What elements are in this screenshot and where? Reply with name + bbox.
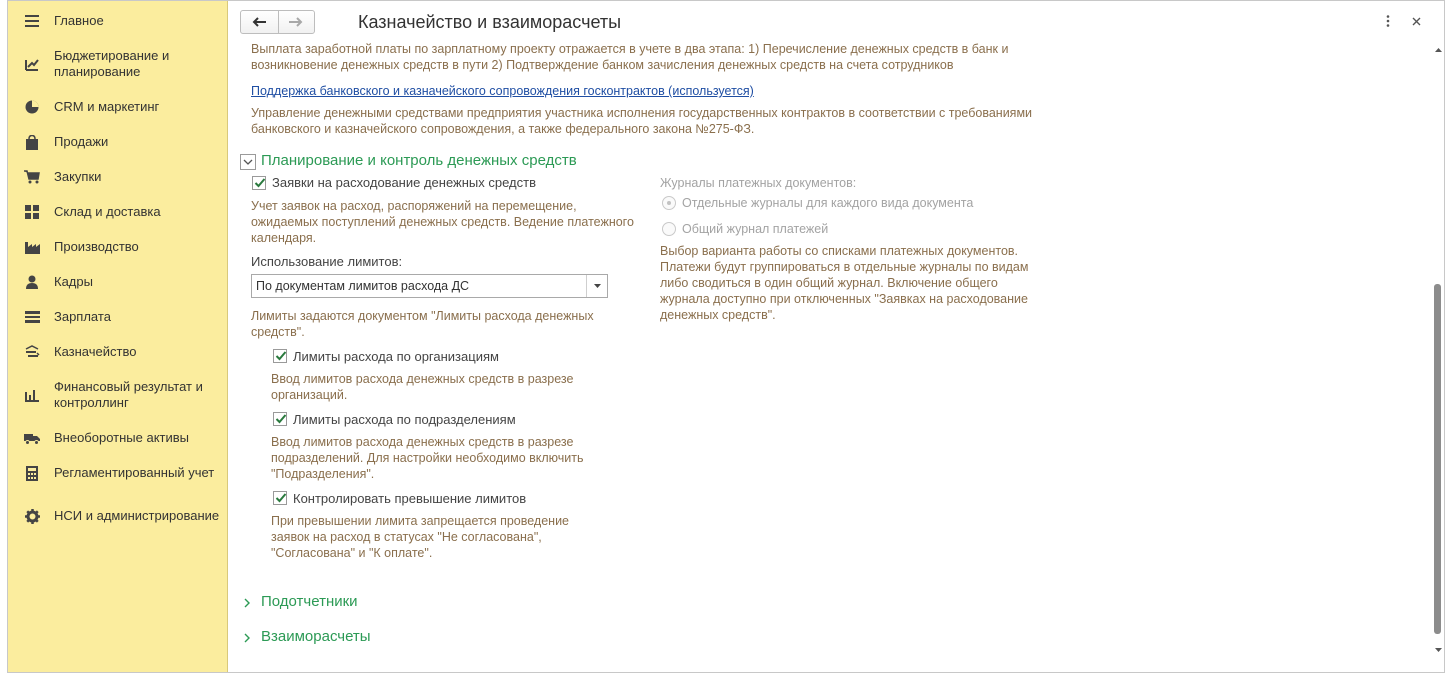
sidebar-item-regulated-accounting[interactable] [8,464,228,482]
header [229,1,1444,41]
gos-contracts-link[interactable]: Поддержка банковского и казначейского сопровождения госконтрактов (используется) [251,84,754,98]
section-settlements-toggle[interactable] [243,632,253,644]
window-frame [7,0,1445,673]
limits-description: Лимиты задаются документом "Лимиты расхода денежных [251,309,594,323]
arrow-left-icon [252,17,266,27]
sidebar-item-budgeting[interactable] [8,47,228,81]
sidebar-item-label: Закупки [54,169,102,184]
sidebar-item-purchases[interactable] [8,168,228,186]
requests-description: ожидаемых поступлений денежных средств. Ведение платежного [251,215,634,229]
limits-usage-label: Использование лимитов: [251,254,403,269]
journal-option-separate-label[interactable]: Отдельные журналы для каждого вида документа [682,196,974,210]
sidebar-item-label: Казначейство [54,344,137,359]
arrow-right-icon [289,17,303,27]
treasury-icon [24,344,40,360]
checkmark-icon [274,412,288,426]
sidebar-item-label: НСИ и администрирование [54,508,220,523]
settings-content [229,41,1429,672]
dep-limits-checkbox[interactable] [273,412,287,426]
more-button[interactable] [1381,13,1395,29]
section-settlements-title[interactable]: Взаиморасчеты [261,628,371,645]
sidebar-item-label: Склад и доставка [54,204,161,219]
pie-chart-icon [24,99,40,115]
journals-description: Выбор варианта работы со списками платежных документов. [660,244,1019,258]
sidebar-item-label: Регламентированный учет [54,465,215,480]
sidebar-item-payroll[interactable] [8,308,228,326]
sidebar-item-fixed-assets[interactable] [8,429,228,447]
gear-icon [24,508,40,524]
org-limits-description: организаций. [271,388,348,402]
sidebar-item-hr[interactable] [8,273,228,291]
back-button[interactable] [241,11,278,33]
gos-contracts-description: банковского и казначейского сопровождения, а также федерального закона №275-ФЗ. [251,122,755,136]
control-limits-description: заявок на расход в статусах "Не согласована", [271,530,542,544]
scroll-thumb[interactable] [1434,284,1441,634]
sidebar-item-label: Бюджетирование и планирование [54,48,170,79]
cart-icon [24,169,40,185]
journals-label: Журналы платежных документов: [660,176,857,190]
sidebar-item-warehouse[interactable] [8,203,228,221]
bar-chart-icon [24,387,40,403]
org-limits-description: Ввод лимитов расхода денежных средств в разрезе [271,372,574,386]
sidebar-item-label: Производство [54,239,139,254]
sidebar-item-financial-result[interactable] [8,378,228,412]
journal-option-common-radio[interactable] [662,222,676,236]
limits-description: средств". [251,325,305,339]
dep-limits-label[interactable]: Лимиты расхода по подразделениям [293,412,516,427]
sidebar-item-label: Продажи [54,134,109,149]
control-limits-description: При превышении лимита запрещается проведение [271,514,570,528]
scroll-up-icon[interactable] [1433,45,1443,55]
org-limits-label[interactable]: Лимиты расхода по организациям [293,349,499,364]
page-title: Казначейство и взаиморасчеты [358,12,622,32]
sidebar-item-production[interactable] [8,238,228,256]
checkmark-icon [274,349,288,363]
requests-checkbox[interactable] [252,176,266,190]
sidebar [8,1,228,672]
journals-description: Платежи будут группироваться в отдельные журналы по видам [660,260,1029,274]
sidebar-item-label: Главное [54,13,104,28]
control-limits-label[interactable]: Контролировать превышение лимитов [293,491,527,506]
requests-description: Учет заявок на расход, распоряжений на перемещение, [251,199,577,213]
forward-button[interactable] [278,11,315,33]
scroll-down-icon[interactable] [1433,645,1443,655]
salary-project-description: Выплата заработной платы по зарплатному проекту отражается в учете в два этапа: 1) Перечисление денежных средств в банк и [251,42,1009,56]
payroll-icon [24,309,40,325]
dep-limits-description: Ввод лимитов расхода денежных средств в разрезе [271,435,574,449]
warehouse-icon [24,204,40,220]
limits-usage-value: По документам лимитов расхода ДС [256,279,470,293]
journal-option-separate-radio[interactable] [662,196,676,210]
sidebar-item-admin[interactable] [8,499,228,533]
journals-description: журнала доступно при отключенных "Заявках на расходование [660,292,1028,306]
scrollbar[interactable] [1433,45,1443,659]
sidebar-item-treasury[interactable] [8,343,228,361]
dep-limits-description: "Подразделения". [271,467,375,481]
factory-icon [24,239,40,255]
limits-usage-select[interactable] [251,274,608,298]
control-limits-description: "Согласована" и "К оплате". [271,546,433,560]
gos-contracts-description: Управление денежными средствами предприятия участника исполнения государственных контрактов в соответствии с требованиями [251,106,1033,120]
salary-project-description: возникновение денежных средств в пути 2) Подтверждение банком зачисления денежных средств на счета сотрудников [251,58,954,72]
section-planning-title[interactable]: Планирование и контроль денежных средств [261,152,577,169]
chevron-right-icon [243,632,251,644]
menu-icon [24,13,40,29]
sidebar-item-crm[interactable] [8,98,228,116]
dropdown-arrow-icon[interactable] [586,275,607,297]
more-vertical-icon [1386,15,1390,27]
planning-collapse-toggle[interactable] [240,154,256,170]
dep-limits-description: подразделений. Для настройки необходимо включить [271,451,584,465]
truck-icon [24,430,40,446]
sidebar-item-sales[interactable] [8,133,228,151]
calculator-icon [24,465,40,481]
sidebar-item-label: Финансовый результат и контроллинг [54,379,203,410]
chevron-right-icon [243,597,251,609]
nav-buttons [240,10,315,34]
journal-option-common-label[interactable]: Общий журнал платежей [682,222,829,236]
section-accountable-title[interactable]: Подотчетники [261,593,358,610]
control-limits-checkbox[interactable] [273,491,287,505]
requests-description: календаря. [251,231,317,245]
close-icon [1412,17,1421,26]
journals-description: денежных средств". [660,308,776,322]
sidebar-item-label: CRM и маркетинг [54,99,160,114]
person-icon [24,274,40,290]
sidebar-item-label: Зарплата [54,309,111,324]
section-accountable-toggle[interactable] [243,597,253,609]
budget-icon [24,56,40,72]
sidebar-item-main[interactable] [8,12,228,30]
org-limits-checkbox[interactable] [273,349,287,363]
requests-label[interactable]: Заявки на расходование денежных средств [272,175,536,190]
close-button[interactable] [1409,13,1423,29]
sidebar-item-label: Кадры [54,274,93,289]
checkmark-icon [253,176,267,190]
chevron-down-icon [241,155,255,169]
journals-description: либо сводиться в один общий журнал. Включение общего [660,276,998,290]
shopping-bag-icon [24,134,40,150]
checkmark-icon [274,491,288,505]
sidebar-item-label: Внеоборотные активы [54,430,190,445]
